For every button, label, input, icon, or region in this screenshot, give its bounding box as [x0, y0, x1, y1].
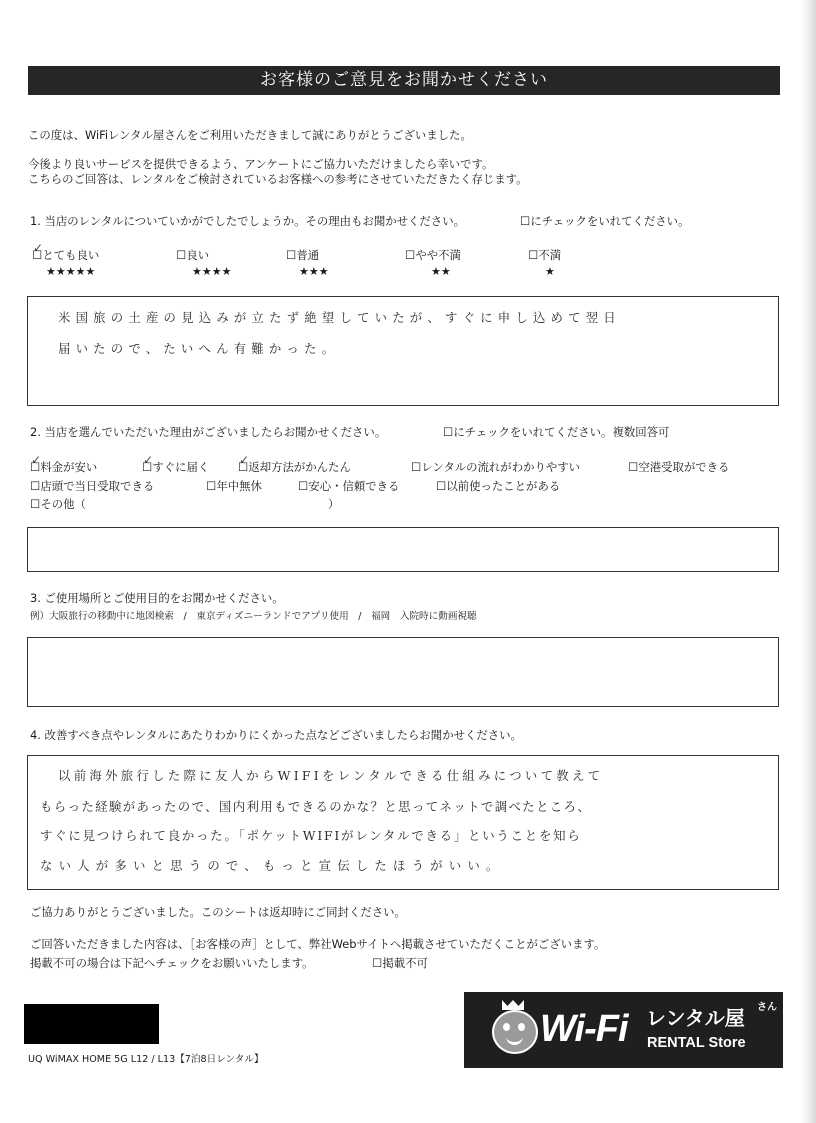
checkbox-checked[interactable] [30, 460, 40, 474]
checkbox[interactable] [436, 479, 446, 493]
checkbox[interactable] [206, 479, 216, 493]
no-publish-checkbox[interactable] [372, 956, 428, 970]
q1-answer-line-2: 届いたので、たいへん有難かった。 [58, 341, 340, 356]
stars-one: ★ [545, 265, 555, 278]
option-label: 普通 [296, 248, 320, 262]
checkbox-checked[interactable] [238, 460, 248, 474]
checkbox-icon [520, 214, 530, 228]
brand-logo [464, 992, 783, 1068]
option-label: 料金が安い [40, 460, 98, 474]
q1-instruction [520, 214, 689, 228]
checkbox-checked[interactable] [142, 460, 152, 474]
q3-example: 例）大阪旅行の移動中に地図検索 / 東京ディズニーランドでアプリ使用 / 福岡 入院時に動画視聴 [30, 611, 477, 622]
option-label: 安心・信頼できる [308, 479, 400, 493]
stars-three: ★★★ [299, 265, 329, 278]
q2-option-trust[interactable] [298, 479, 399, 493]
q2-option-other[interactable] [30, 497, 86, 511]
option-label: とても良い [42, 248, 100, 262]
q4-answer-line-3: すぐに見つけられて良かった。「ポケットWIFIがレンタルできる」ということを知ら [40, 828, 582, 843]
checkbox[interactable] [411, 460, 421, 474]
option-label: 店頭で当日受取できる [40, 479, 155, 493]
option-label: レンタルの流れがわかりやすい [421, 460, 581, 474]
logo-japanese: レンタル屋 [646, 1006, 745, 1030]
option-label: 以前使ったことがある [446, 479, 561, 493]
intro-line-3: こちらのご回答は、レンタルをご検討されているお客様への参考にさせていただきたく存じます。 [28, 172, 528, 186]
q2-other-close-paren: ） [328, 497, 340, 511]
option-label: 不満 [538, 248, 562, 262]
q2-option-easy-flow[interactable] [411, 460, 580, 474]
closing-thanks: ご協力ありがとうございました。このシートは返却時にご同封ください。 [30, 905, 406, 919]
q1-option-dissatisfied[interactable] [528, 248, 561, 262]
q2-option-open-all-year[interactable] [206, 479, 262, 493]
q2-answer-box[interactable] [27, 527, 779, 572]
checkbox[interactable] [30, 479, 40, 493]
scan-page-edge [800, 0, 816, 1123]
mascot-icon [492, 1010, 538, 1054]
checkbox[interactable] [528, 248, 538, 262]
q2-instruction [443, 425, 669, 439]
stars-two: ★★ [431, 265, 451, 278]
closing-publish-instruction: 掲載不可の場合は下記へチェックをお願いいたします。 [30, 956, 314, 970]
option-label: その他（ [40, 497, 86, 511]
q4-answer-line-4: ない人が多いと思うので、もっと宣伝したほうがいい。 [40, 858, 505, 873]
checkbox[interactable] [298, 479, 308, 493]
checkbox-checked[interactable] [32, 248, 42, 262]
option-label: 良い [186, 248, 210, 262]
product-name: UQ WiMAX HOME 5G L12 / L13【7泊8日レンタル】 [28, 1054, 264, 1065]
option-label: 年中無休 [216, 479, 262, 493]
q2-option-price[interactable] [30, 460, 97, 474]
q2-instruction-text: にチェックをいれてください。複数回答可 [453, 425, 670, 439]
option-label: すぐに届く [152, 460, 210, 474]
q2-option-airport-pickup[interactable] [628, 460, 729, 474]
option-label: 返却方法がかんたん [248, 460, 351, 474]
option-label: 空港受取ができる [638, 460, 730, 474]
q4-answer-line-2: もらった経験があったので、国内利用もできるのかな？と思ってネットで調べたところ、 [40, 799, 592, 814]
q2-option-used-before[interactable] [436, 479, 560, 493]
logo-japanese-small: さん [757, 1002, 777, 1013]
q2-option-fast-delivery[interactable] [142, 460, 209, 474]
no-publish-label: 掲載不可 [382, 956, 428, 970]
q1-option-very-good[interactable] [32, 248, 99, 262]
q4-question: 4. 改善すべき点やレンタルにあたりわかりにくかった点などございましたらお聞かせください。 [30, 728, 522, 742]
intro-line-1: この度は、WiFiレンタル屋さんをご利用いただきまして誠にありがとうございました。 [28, 128, 472, 142]
q1-option-good[interactable] [176, 248, 209, 262]
checkbox[interactable] [372, 956, 382, 970]
option-label: やや不満 [415, 248, 461, 262]
q2-question: 2. 当店を選んでいただいた理由がございましたらお聞かせください。 [30, 425, 387, 439]
q1-instruction-text: にチェックをいれてください。 [530, 214, 690, 228]
q4-answer-line-1: 以前海外旅行した際に友人からWIFIをレンタルできる仕組みについて教えて [58, 768, 604, 783]
closing-publish-notice: ご回答いただきました内容は、［お客様の声］として、弊社Webサイトへ掲載させていただくことがございます。 [30, 937, 606, 951]
checkbox[interactable] [405, 248, 415, 262]
checkbox[interactable] [286, 248, 296, 262]
checkbox[interactable] [628, 460, 638, 474]
intro-line-2: 今後より良いサービスを提供できるよう、アンケートにご協力いただけましたら幸いです。 [28, 157, 494, 171]
page-title: お客様のご意見をお聞かせください [28, 66, 780, 95]
q3-answer-box[interactable] [27, 637, 779, 707]
stars-four: ★★★★ [192, 265, 232, 278]
q2-option-store-pickup[interactable] [30, 479, 154, 493]
logo-english: RENTAL Store [647, 1035, 746, 1051]
q1-option-average[interactable] [286, 248, 319, 262]
q1-question: 1. 当店のレンタルについていかがでしたでしょうか。その理由もお聞かせください。 [30, 214, 465, 228]
redacted-block [24, 1004, 159, 1044]
checkbox-icon [443, 425, 453, 439]
checkbox[interactable] [176, 248, 186, 262]
q3-question: 3. ご使用場所とご使用目的をお聞かせください。 [30, 591, 284, 605]
logo-brand: Wi-Fi [540, 1008, 628, 1050]
checkbox[interactable] [30, 497, 40, 511]
q1-option-slightly-dissatisfied[interactable] [405, 248, 461, 262]
crown-icon [502, 1000, 524, 1010]
q1-answer-line-1: 米国旅の土産の見込みが立たず絶望していたが、すぐに申し込めて翌日 [58, 310, 621, 325]
q2-option-easy-return[interactable] [238, 460, 351, 474]
stars-five: ★★★★★ [46, 265, 96, 278]
